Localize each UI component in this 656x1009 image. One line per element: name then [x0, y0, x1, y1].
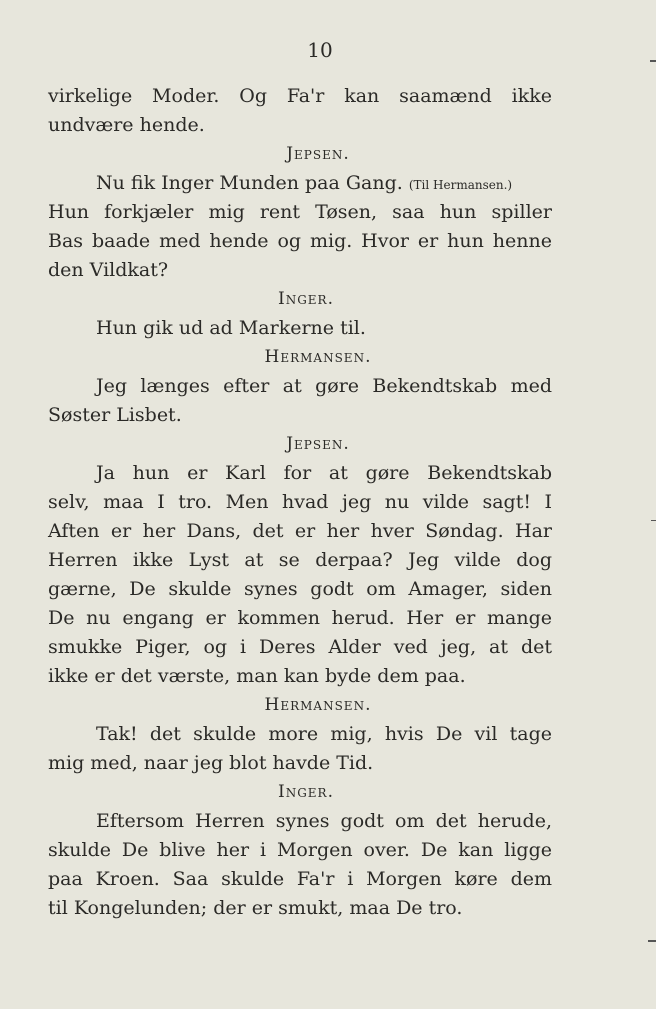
text-line: mig med, naar jeg blot havde Tid. [48, 752, 374, 774]
stage-direction: (Til Hermansen.) [408, 178, 513, 192]
text-line: Herren ikke Lyst at se derpaa? Jeg vilde dog [48, 549, 552, 571]
text-line: smukke Piger, og i Deres Alder ved jeg, at det [48, 636, 552, 658]
speaker-name: Hermansen. [264, 695, 372, 715]
text-line: Tak! det skulde more mig, hvis De vil tage [96, 723, 552, 745]
text-line: paa Kroen. Saa skulde Fa'r i Morgen køre dem [48, 868, 552, 890]
text-line: Søster Lisbet. [48, 404, 182, 426]
speaker-name: Inger. [278, 782, 334, 802]
text-line: virkelige Moder. Og Fa'r kan saamænd ikke [48, 85, 552, 107]
text-line [48, 169, 552, 198]
page-edge-mark [648, 940, 656, 942]
text-line: Bas baade med hende og mig. Hvor er hun henne [48, 230, 552, 252]
text-line: gærne, De skulde synes godt om Amager, siden [48, 578, 552, 600]
page-number: 10 [307, 38, 333, 62]
text-line: den Vildkat? [48, 259, 169, 281]
text-line: skulde De blive her i Morgen over. De kan ligge [48, 839, 552, 861]
text-line: Hun forkjæler mig rent Tøsen, saa hun spiller [48, 201, 552, 223]
speaker-name: Inger. [278, 289, 334, 309]
speaker-name: Jepsen. [286, 434, 350, 454]
page-edge-mark [650, 60, 656, 62]
text-line: til Kongelunden; der er smukt, maa De tro. [48, 897, 463, 919]
speaker-name: Jepsen. [286, 144, 350, 164]
text-line: ikke er det værste, man kan byde dem paa. [48, 665, 466, 687]
text-line: undvære hende. [48, 114, 205, 136]
text-line: Hun gik ud ad Markerne til. [96, 317, 366, 339]
text-line: Eftersom Herren synes godt om det herude, [96, 810, 552, 832]
page-edge-mark [651, 520, 656, 521]
speaker-name: Hermansen. [264, 347, 372, 367]
text-line: De nu engang er kommen herud. Her er mange [48, 607, 552, 629]
dialogue-text: Nu fik Inger Munden paa Gang. [96, 172, 403, 194]
play-text [48, 82, 552, 923]
text-line: Ja hun er Karl for at gøre Bekendtskab [96, 462, 552, 484]
text-line: Aften er her Dans, det er her hver Søndag. Har [48, 520, 552, 542]
text-line: Jeg længes efter at gøre Bekendtskab med [96, 375, 552, 397]
text-line: selv, maa I tro. Men hvad jeg nu vilde sagt! I [48, 491, 552, 513]
